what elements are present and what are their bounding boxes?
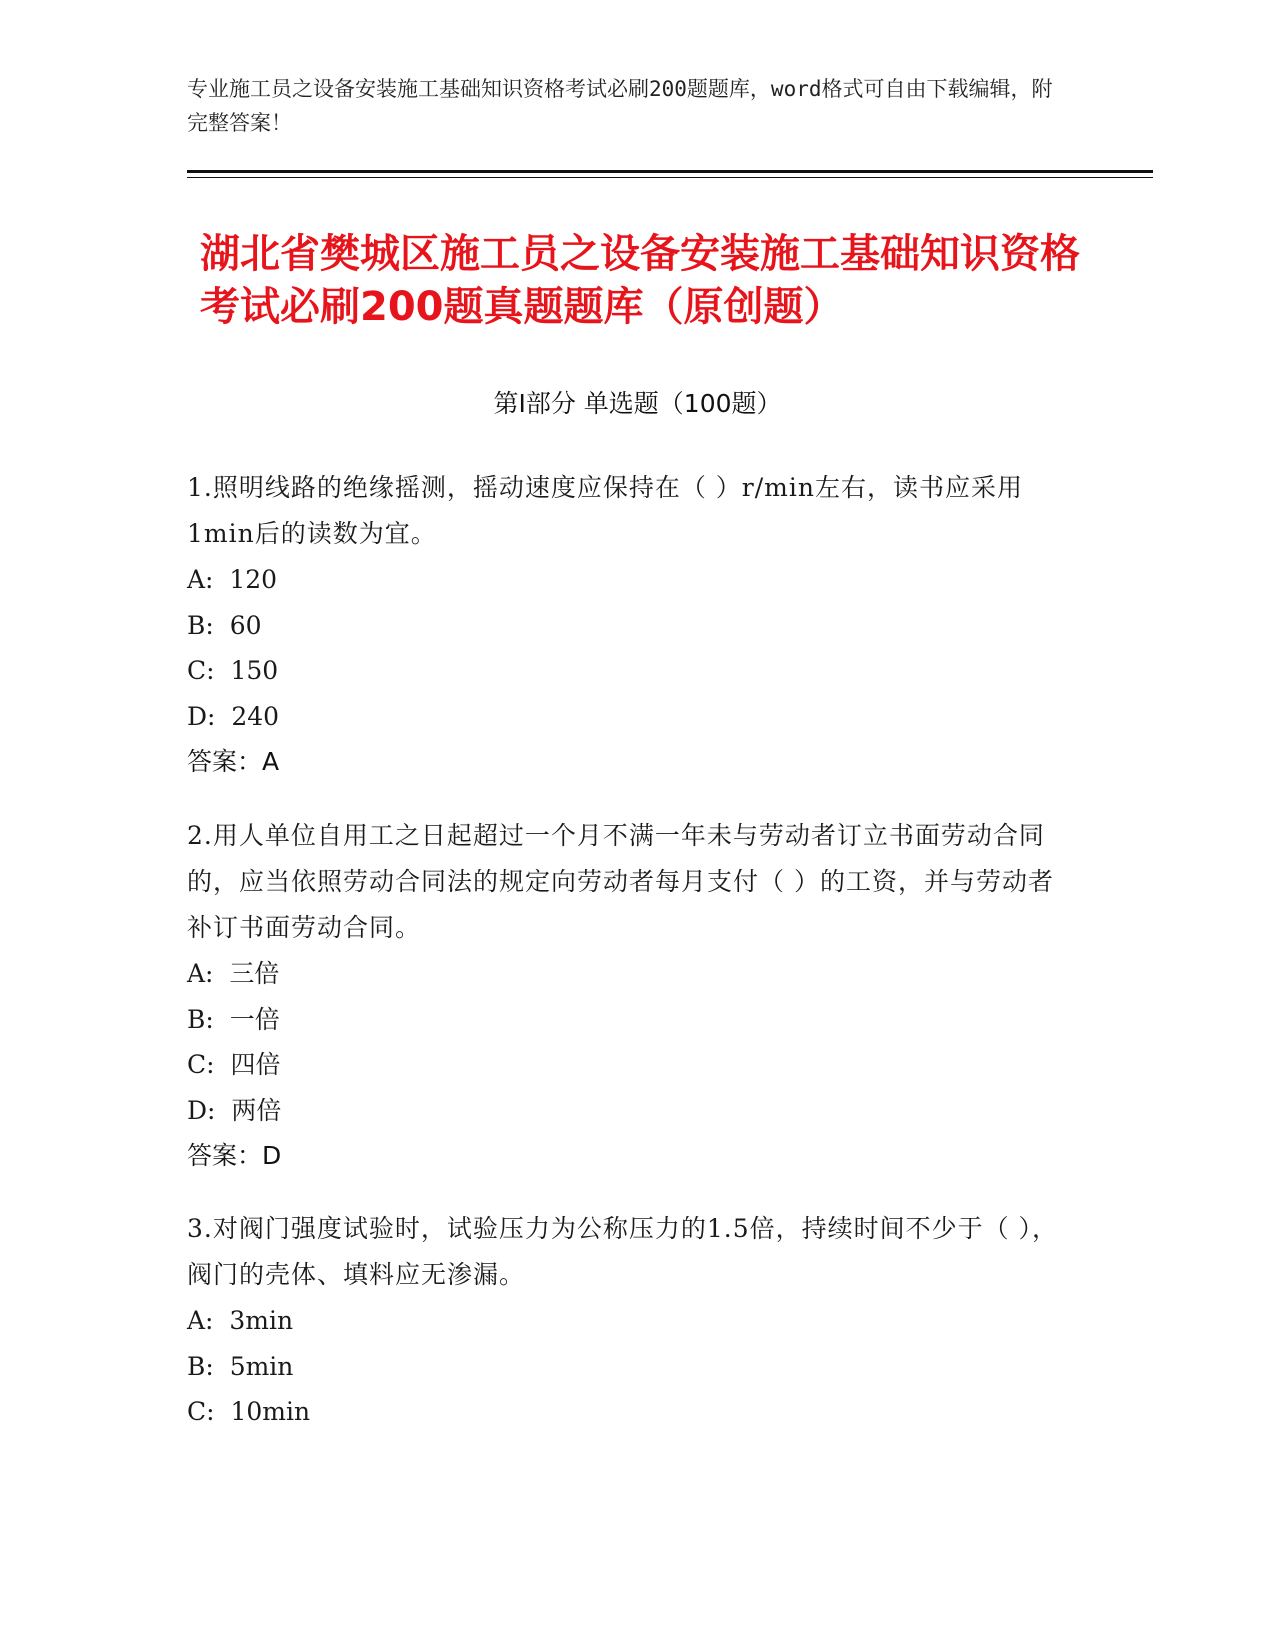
question-stem: 3.对阀门强度试验时，试验压力为公称压力的1.5倍，持续时间不少于（ ），阀门的壳体、填料应无渗漏。 xyxy=(187,1214,1059,1289)
question-2 xyxy=(187,813,1067,1179)
answer: 答案：D xyxy=(187,1141,282,1170)
option-c: C: 四倍 xyxy=(187,1050,281,1079)
option-d: D: 240 xyxy=(187,701,280,731)
header-divider-thin xyxy=(187,177,1153,178)
option-b: B: 5min xyxy=(187,1351,294,1381)
section-title: 第I部分 单选题（100题） xyxy=(493,389,782,418)
question-stem: 2.用人单位自用工之日起超过一个月不满一年未与劳动者订立书面劳动合同的，应当依照劳动合同法的规定向劳动者每月支付（ ）的工资，并与劳动者补订书面劳动合同。 xyxy=(187,821,1054,942)
header-divider-thick xyxy=(187,170,1153,173)
option-d: D: 两倍 xyxy=(187,1095,282,1125)
question-1 xyxy=(187,465,1067,785)
option-a: A: 3min xyxy=(187,1306,294,1335)
question-stem: 1.照明线路的绝缘摇测，摇动速度应保持在（ ）r/min左右，读书应采用1min后的读数为宜。 xyxy=(187,473,1023,548)
option-a: A: 三倍 xyxy=(187,959,280,988)
option-c: C: 150 xyxy=(187,656,279,685)
answer: 答案：A xyxy=(187,747,280,776)
question-3 xyxy=(187,1206,1067,1435)
header-note: 专业施工员之设备安装施工基础知识资格考试必刷200题题库，word格式可自由下载编辑，附完整答案！ xyxy=(187,77,1053,135)
option-b: B: 60 xyxy=(187,610,262,640)
option-b: B: 一倍 xyxy=(187,1004,280,1034)
document-title: 湖北省樊城区施工员之设备安装施工基础知识资格考试必刷200题真题题库（原创题） xyxy=(200,231,1080,330)
option-c: C: 10min xyxy=(187,1397,311,1426)
option-a: A: 120 xyxy=(187,565,278,594)
